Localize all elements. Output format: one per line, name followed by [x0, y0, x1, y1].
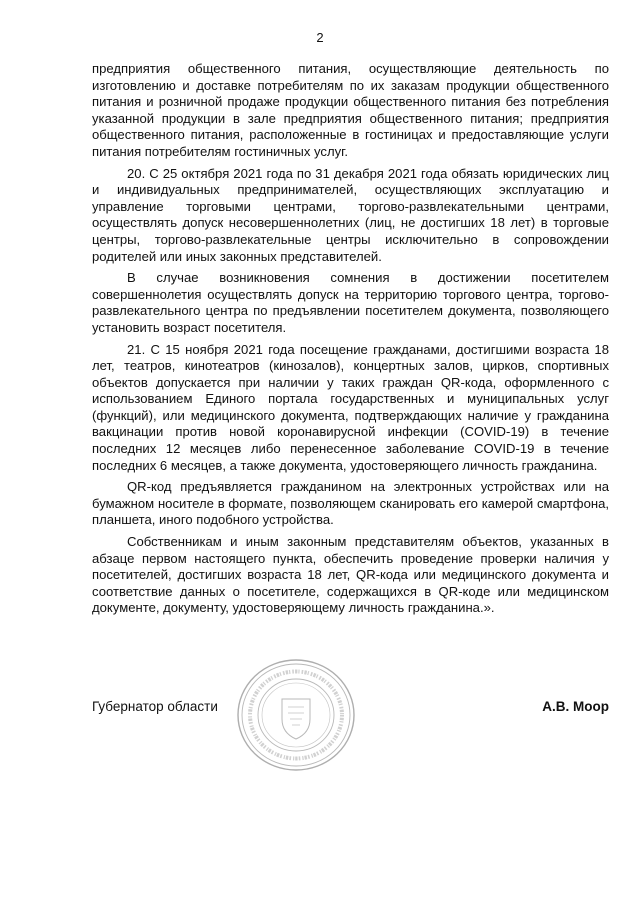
paragraph-item-20: 20. С 25 октября 2021 года по 31 декабря 2021 года обязать юридических лиц и индивидуальных предпринимателей, осуществляющих эксплуатацию и управление торговыми центрами, торгово-развлекательными центрами, осуществлять допуск несовершеннолетних (лиц, не достигших 18 лет) в торговые центры, торгово-развлекательные центры исключительно в сопровождении родителей или иных законных представителей.: [92, 165, 609, 264]
document-body: [92, 61, 609, 622]
official-seal-stamp: [232, 655, 360, 775]
paragraph-owners: Собственникам и иным законным представителям объектов, указанных в абзаце первом настоящего пункта, обеспечить проведение проверки наличия у посетителей, достигших возраста 18 лет, QR-кода или медицинского документа и соответствие данных о посетителе, содержащихся в QR-коде или медицинском документе, документу, удостоверяющему личность гражданина.».: [92, 534, 609, 616]
signatory-title: Губернатор области: [92, 699, 218, 714]
paragraph-item-20-doubt: В случае возникновения сомнения в достижении посетителем совершеннолетия осуществлять допуск на территорию торгового центра, торгово-развлекательного центра по предъявлении посетителем документа, позволяющего установить возраст посетителя.: [92, 270, 609, 335]
page-number: 2: [316, 30, 324, 45]
signatory-name: А.В. Моор: [542, 699, 609, 714]
paragraph-continuation: предприятия общественного питания, осуществляющие деятельность по изготовлению и доставке потребителям по их заказам продукции общественного питания и розничной продаже продукции общественного питания без потребления указанной продукции в зале предприятия общественного питания; предприятия общественного питания, расположенные в гостиницах и предоставляющие услуги питания потребителям гостиничных услуг.: [92, 61, 609, 159]
paragraph-qr-code: QR-код предъявляется гражданином на электронных устройствах или на бумажном носителе в формате, позволяющем сканировать его камерой смартфона, планшета, иного подобного устройства.: [92, 479, 609, 528]
paragraph-item-21: 21. С 15 ноября 2021 года посещение гражданами, достигшими возраста 18 лет, театров, кинотеатров (кинозалов), концертных залов, цирков, спортивных объектов допускается при наличии у таких граждан QR-кода, оформленного с использованием Единого портала государственных и муниципальных услуг (функций), или медицинского документа, подтверждающих наличие у гражданина вакцинации против новой коронавирусной инфекции (COVID-19) в течение последних 12 месяцев либо перенесенное заболевание COVID-19 в течение последних 6 месяцев, а также документа, удостоверяющего личность гражданина.: [92, 341, 609, 473]
